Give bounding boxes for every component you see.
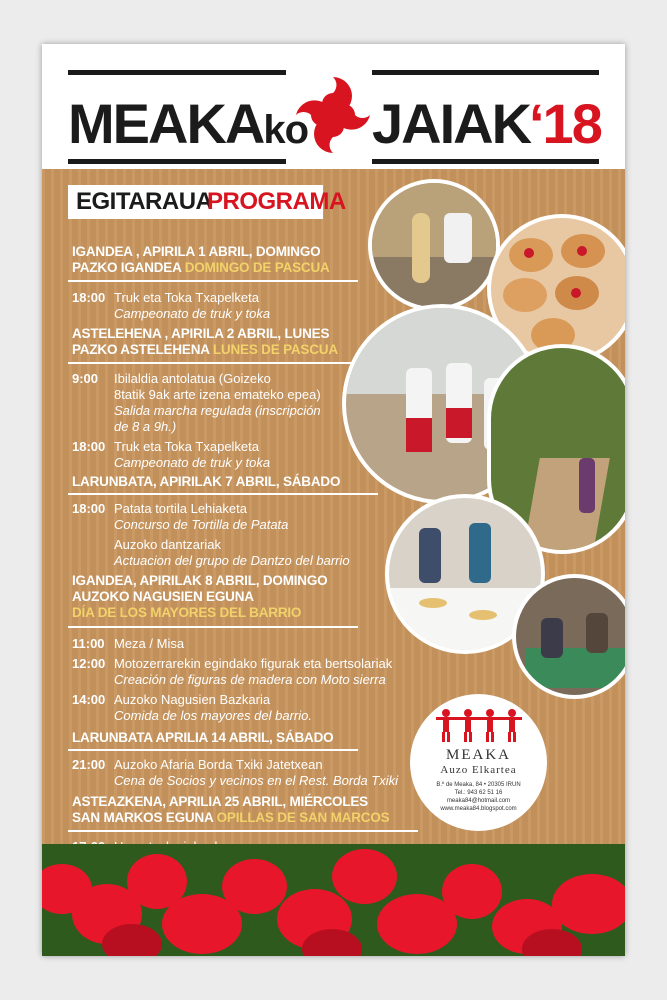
title-meaka: MEAKAko [68, 92, 309, 155]
event-subtitle: Cena de Socios y vecinos en el Rest. Borda Txiki [114, 773, 398, 788]
event-title-cont: 8tatik 9ak arte izena emateko epea) [114, 387, 321, 402]
event-time: 14:00 [72, 692, 106, 707]
event-title: Patata tortila Lehiaketa [114, 501, 247, 516]
photo-elders-lunch [512, 574, 625, 699]
program-label-basque: EGITARAUA [76, 188, 213, 215]
logo-web: www.meaka84.blogspot.com [440, 806, 517, 812]
event-subtitle: Salida marcha regulada (inscripción [114, 403, 321, 418]
header-rule-right-bottom [372, 159, 599, 164]
geranium-flowers [42, 844, 625, 956]
event-title: Ibilaldia antolatua (Goizeko [114, 371, 271, 386]
title-jaiak: JAIAK [372, 92, 531, 155]
event-title: Auzoko dantzariak [114, 537, 221, 552]
event-title: Auzoko Nagusien Bazkaria [114, 692, 271, 707]
header-rule-left-top [68, 70, 286, 75]
dancers-logo-icon [434, 708, 524, 744]
program-label-spanish: PROGRAMA [207, 188, 346, 215]
poster [42, 44, 625, 956]
event-time: 12:00 [72, 656, 106, 671]
divider [68, 280, 358, 282]
day-heading-6: ASTEAZKENA, APRILIA 25 ABRIL, MIÉRCOLES [72, 794, 368, 809]
event-subtitle-cont: de 8 a 9h.) [114, 419, 177, 434]
logo-subtitle: Auzo Elkartea [440, 764, 517, 776]
event-time: 18:00 [72, 501, 106, 516]
meaka-logo [410, 694, 547, 831]
header [42, 44, 625, 169]
event-subtitle: Concurso de Tortilla de Patata [114, 517, 289, 532]
event-subtitle: Creación de figuras de madera con Moto sierra [114, 672, 386, 687]
divider [68, 362, 358, 364]
event-subtitle: Campeonato de truk y toka [114, 306, 271, 321]
event-time: 21:00 [72, 757, 106, 772]
day-subheading-4b: DÍA DE LOS MAYORES DEL BARRIO [72, 605, 302, 620]
event-title: Truk eta Toka Txapelketa [114, 439, 260, 454]
event-time: 18:00 [72, 439, 106, 454]
day-heading-1: IGANDEA , APIRILA 1 ABRIL, DOMINGO [72, 244, 321, 259]
divider [68, 626, 358, 628]
day-subheading-6: SAN MARKOS EGUNA OPILLAS DE SAN MARCOS [72, 810, 390, 825]
day-subheading-4: AUZOKO NAGUSIEN EGUNA [72, 589, 254, 604]
day-heading-5: LARUNBATA APRILIA 14 ABRIL, SÁBADO [72, 730, 334, 745]
logo-name: MEAKA [446, 747, 511, 763]
event-time: 18:00 [72, 290, 106, 305]
lauburu-icon [294, 74, 372, 156]
photo-chainsaw-carving [368, 179, 500, 311]
event-time: 9:00 [72, 371, 99, 386]
header-rule-right-top [372, 70, 599, 75]
event-title: Auzoko Afaria Borda Txiki Jatetxean [114, 757, 323, 772]
logo-tel: Tel.: 943 62 51 16 [454, 790, 503, 796]
title-year: ‘18 [529, 92, 601, 155]
event-title: Meza / Misa [114, 636, 185, 651]
day-heading-2: ASTELEHENA , APIRILA 2 ABRIL, LUNES [72, 326, 330, 341]
logo-address: B.º de Meaka, 84 • 20305 IRUN [436, 782, 521, 788]
divider [68, 493, 378, 495]
event-time: 11:00 [72, 636, 105, 651]
divider [68, 749, 358, 751]
day-subheading-2: PAZKO ASTELEHENA LUNES DE PASCUA [72, 342, 338, 357]
program-banner [68, 185, 346, 219]
event-subtitle: Comida de los mayores del barrio. [114, 708, 312, 723]
divider [68, 830, 418, 832]
event-title: Truk eta Toka Txapelketa [114, 290, 260, 305]
logo-email: meaka84@hotmail.com [446, 798, 511, 804]
day-subheading-1: PAZKO IGANDEA DOMINGO DE PASCUA [72, 260, 330, 275]
event-subtitle: Campeonato de truk y toka [114, 455, 271, 470]
day-heading-3: LARUNBATA, APIRILAK 7 ABRIL, SÁBADO [72, 474, 341, 489]
event-title: Motozerrarekin egindako figurak eta bertsolariak [114, 656, 393, 671]
day-heading-4: IGANDEA, APIRILAK 8 ABRIL, DOMINGO [72, 573, 328, 588]
event-subtitle: Actuacion del grupo de Dantzo del barrio [114, 553, 350, 568]
